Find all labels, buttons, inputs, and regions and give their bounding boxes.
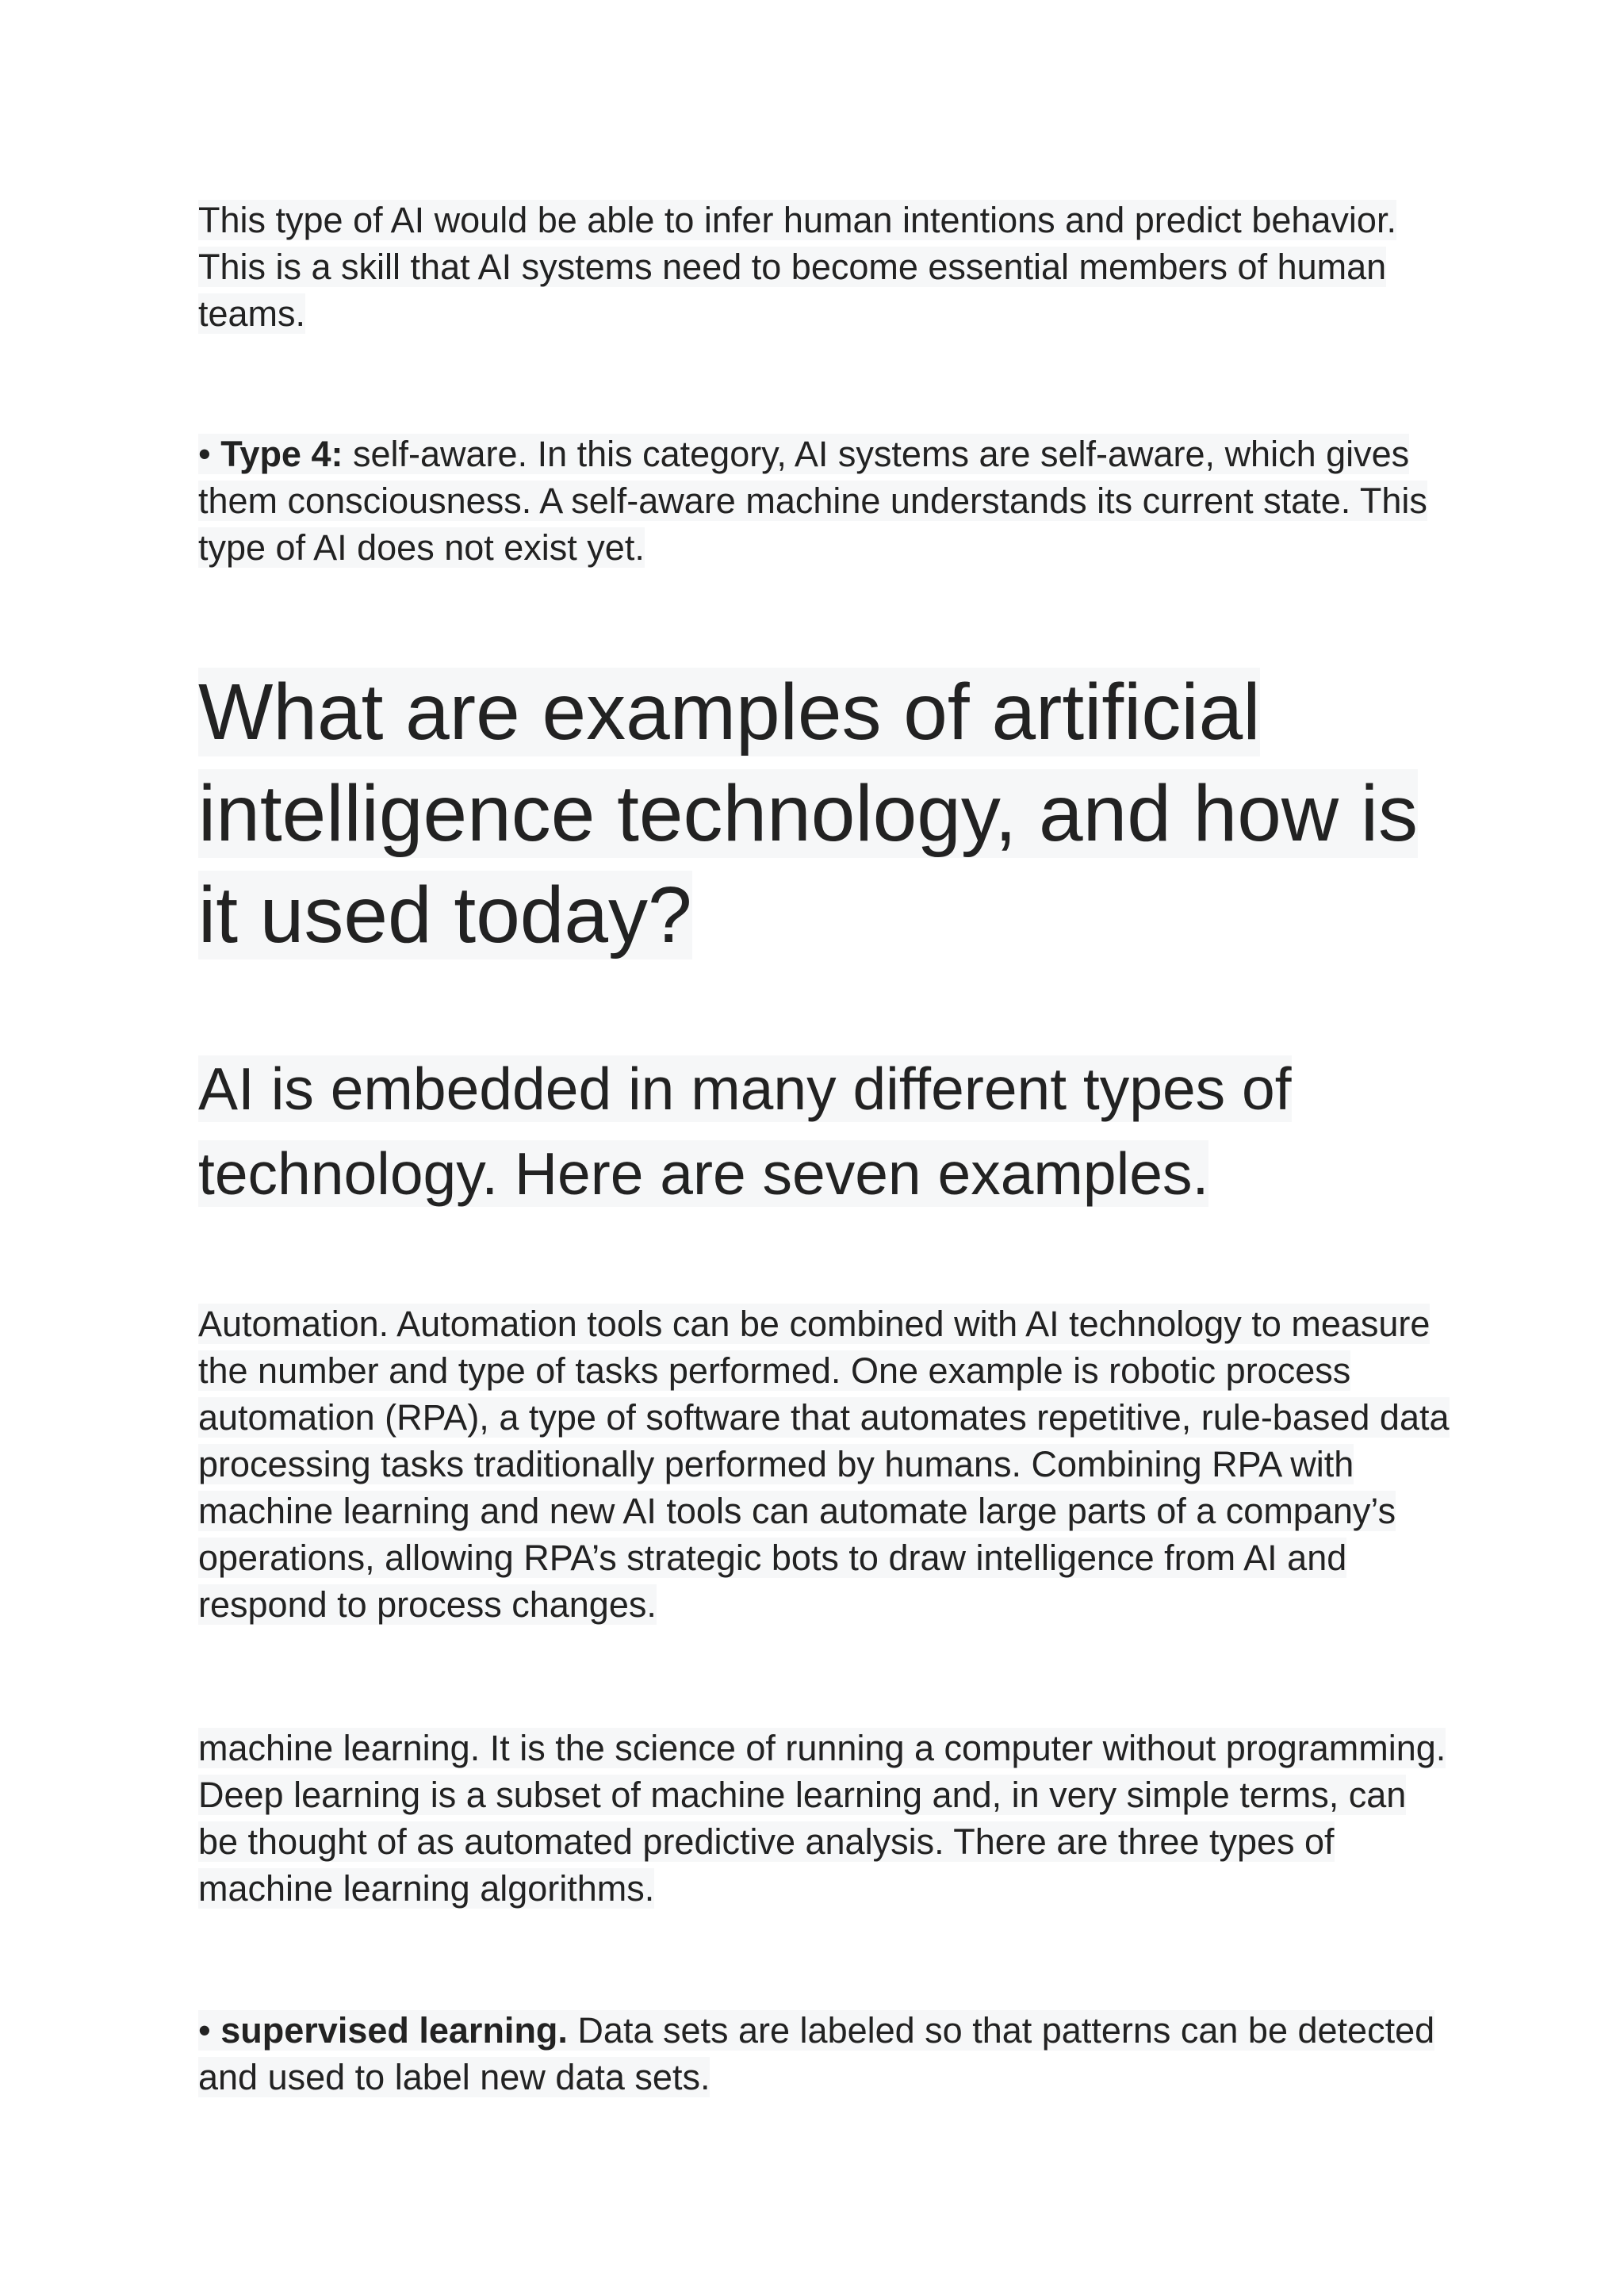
supervised-learning-paragraph — [198, 2007, 1451, 2101]
type4-bullet: • — [198, 434, 221, 474]
examples-heading-text: What are examples of artificial intelligence technology, and how is it used today? — [198, 668, 1419, 959]
embedded-subheading — [198, 1047, 1451, 1216]
intro-paragraph — [198, 197, 1451, 337]
type4-text: self-aware. In this category, AI systems are self-aware, which gives them consciousness. A self-aware machine understands its current state. This type of AI does not exist yet. — [198, 434, 1427, 568]
supervised-label: supervised learning. — [220, 2010, 568, 2051]
automation-paragraph-text: Automation. Automation tools can be combined with AI technology to measure the number and type of tasks performed. One example is robotic process automation (RPA), a type of software that automates repetitive, rule-based data processing tasks traditionally performed by humans. Combining RPA with machine learning and new AI tools can automate large parts of a company’s operations, allowing RPA’s strategic bots to draw intelligence from AI and respond to process changes. — [198, 1304, 1450, 1625]
intro-paragraph-text: This type of AI would be able to infer human intentions and predict behavior. This is a skill that AI systems need to become essential members of human teams. — [198, 200, 1396, 334]
supervised-text: Data sets are labeled so that patterns can be detected and used to label new data sets. — [198, 2010, 1435, 2097]
supervised-bullet: • — [198, 2010, 221, 2051]
type4-label: Type 4: — [220, 434, 343, 474]
examples-heading — [198, 661, 1451, 966]
automation-paragraph — [198, 1300, 1451, 1628]
machine-learning-paragraph-text: machine learning. It is the science of running a computer without programming. Deep learning is a subset of machine learning and, in very simple terms, can be thought of as automated predictive analysis. There are three types of machine learning algorithms. — [198, 1728, 1446, 1909]
embedded-subheading-text: AI is embedded in many different types of technology. Here are seven examples. — [198, 1055, 1292, 1207]
type4-paragraph — [198, 431, 1451, 571]
machine-learning-paragraph — [198, 1725, 1451, 1912]
